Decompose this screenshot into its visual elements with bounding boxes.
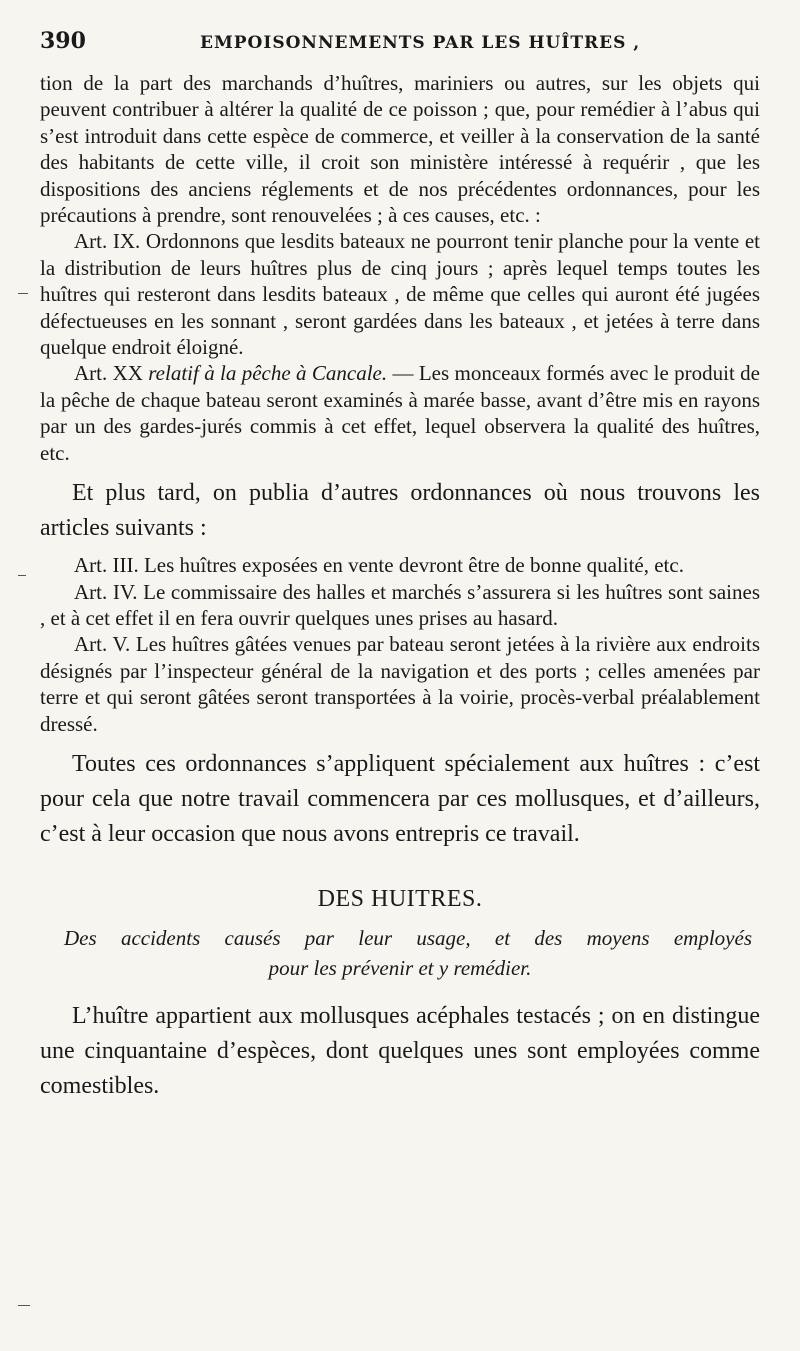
- article-ix-text: Ordonnons que lesdits bateaux ne pourront tenir planche pour la vente et la distribution de leurs huîtres plus de cinq jours ; après lequel temps toutes les huîtres qui resteront dans lesdits bateaux , de même que celles qui auront été jugées défectueuses en les sonnant , seront gardées dans les bateaux , et jetées à terre dans quelque endroit éloigné.: [40, 229, 760, 360]
- article-iv-text: Le commissaire des halles et marchés s’assurera si les huîtres sont saines , et à cet effet il en fera ouvrir quelques unes prises au hasard.: [40, 579, 760, 630]
- running-head: [40, 28, 760, 70]
- article-v-text: Les huîtres gâtées venues par bateau seront jetées à la rivière aux endroits désignés par l’inspecteur général de la navigation et des ports ; celles amenées par terre et qui seront gâtées seront transportées à la voirie, procès-verbal préalablement dressé.: [40, 632, 760, 736]
- article-v: [40, 631, 760, 737]
- article-iii-text: Les huîtres exposées en vente devront être de bonne qualité, etc.: [138, 553, 684, 578]
- margin-mark: [18, 1305, 30, 1306]
- article-ix: [40, 228, 760, 360]
- article-iv: [40, 579, 760, 632]
- margin-mark: [18, 575, 26, 576]
- section-subtitle-line2: pour les prévenir et y remédier.: [268, 955, 532, 980]
- page-number: 390: [40, 28, 86, 54]
- article-iv-label: Art. IV.: [74, 579, 138, 604]
- section-title: DES HUITRES.: [317, 885, 483, 912]
- section-subtitle: [40, 923, 760, 983]
- running-title: EMPOISONNEMENTS PAR LES HUÎTRES ,: [200, 33, 641, 53]
- article-iii: [40, 552, 760, 578]
- paragraph-continuation: tion de la part des marchands d’huîtres, mariniers ou autres, sur les objets qui peuvent contribuer à altérer la qualité de ce poisson ; que, pour remédier à l’abus qui s’est introduit dans cette espèce de commerce, et veiller à la conservation de la santé des habitants de cette ville, il croit son ministère intéressé à requérir , que les dispositions des anciens réglements et de nos précédentes ordonnances, pour les précautions à prendre, sont renouvelées ; à ces causes, etc. :: [40, 71, 760, 228]
- section-subtitle-line1: Des accidents causés par leur usage, et des moyens employés: [64, 925, 752, 950]
- article-iii-label: Art. III.: [74, 553, 139, 578]
- article-ix-label: Art. IX.: [74, 229, 141, 254]
- article-xx-text: — Les monceaux formés avec le produit de la pêche de chaque bateau seront examinés à marée basse, avant d’être mis en rayons par un des gardes-jurés commis à cet effet, lequel observera la qualité des huîtres, etc.: [40, 361, 760, 465]
- paragraph-toutes-ces: Toutes ces ordonnances s’appliquent spécialement aux huîtres : c’est pour cela que notre travail commencera par ces mollusques, et d’ailleurs, c’est à leur occasion que nous avons entrepris ce travail.: [40, 750, 760, 847]
- article-xx-label: Art. XX: [74, 361, 143, 386]
- article-v-label: Art. V.: [74, 632, 131, 657]
- margin-mark: [18, 293, 28, 294]
- paragraph-huitre: L’huître appartient aux mollusques acéphales testacés ; on en distingue une cinquantaine d’espèces, dont quelques unes sont employées comme comestibles.: [40, 1002, 760, 1099]
- paragraph-ordonnances: Et plus tard, on publia d’autres ordonnances où nous trouvons les articles suivants :: [40, 480, 760, 542]
- page-body: [40, 70, 760, 1104]
- article-xx-italic: relatif à la pêche à Cancale.: [142, 361, 388, 386]
- article-xx: [40, 360, 760, 466]
